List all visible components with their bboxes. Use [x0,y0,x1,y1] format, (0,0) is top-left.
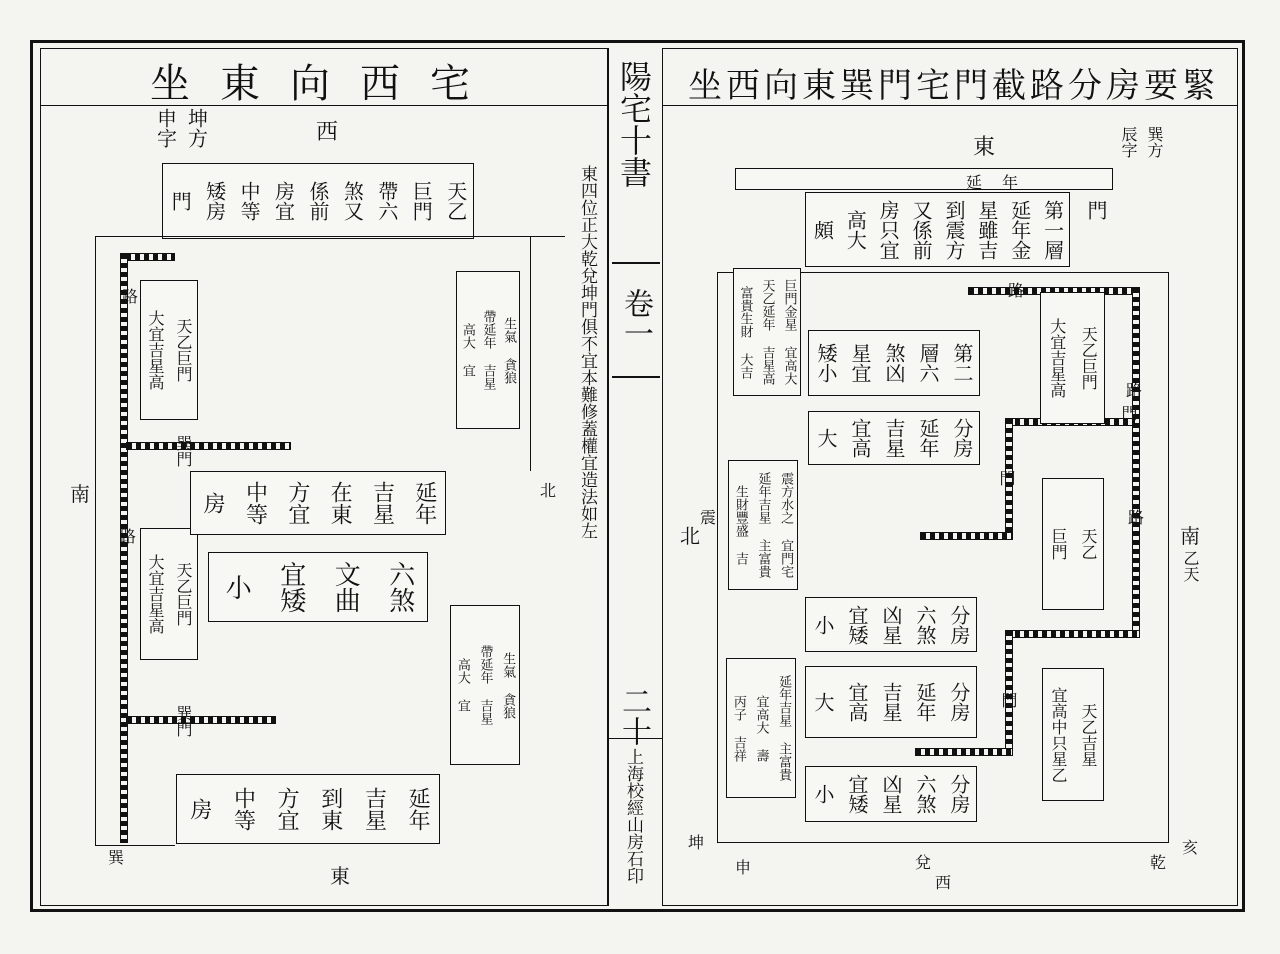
right-road-vertical [1132,287,1140,632]
right-road-mid-left [920,532,1013,540]
strip-col: 天乙巨門 [1079,326,1099,390]
gate-label: 巽門 [174,435,193,467]
side-col: 生氣 貪狼 [500,651,516,719]
room-box-c [805,597,977,652]
yard-left-line [95,236,96,846]
gate-label: 門 [999,692,1018,708]
strip-col: 宜高中只星乙 [1049,686,1068,783]
left-road-gate2 [126,716,276,724]
road-label: 路 [120,527,137,546]
strip-col: 巨門 [1049,528,1068,560]
room-box-d [805,666,977,738]
box-col: 又係前 [909,199,934,260]
gate-label: 門 [1119,405,1138,421]
right-corner-labels [1115,110,1167,174]
bottom-label: 乾 [1150,853,1167,872]
left-road-vertical [120,253,128,843]
side-panel-top-left [733,268,801,396]
room-col: 房 [200,492,226,514]
room-col: 延年 [916,418,940,458]
spine-left-line [608,48,609,906]
room-col: 六煞 [913,604,937,645]
room-col: 小 [221,574,252,600]
side-col: 延年吉星 主富貴 [776,675,792,781]
room-col: 小 [811,784,835,804]
side-col: 生氣 貪狼 [501,316,517,384]
page-number: 二十 [616,686,651,746]
room-box-2 [208,552,428,622]
box-col: 矮房 [202,181,227,221]
left-side-panel-1 [456,271,520,429]
left-side-panel-2 [450,605,520,765]
road-label: 路 [1008,281,1025,300]
room-col: 中等 [242,481,268,525]
room-col: 吉星 [369,481,395,525]
bottom-label: 兌 [915,853,932,872]
room-col: 凶星 [879,774,903,814]
gate-label: 巽門 [174,705,193,737]
room-col: 方宜 [274,787,300,831]
enclosure-bottom [717,842,1169,843]
box-col: 天乙 [443,181,468,221]
room-col: 大 [814,428,838,448]
gate-top-label: 門 [1084,200,1108,220]
left-corner-labels [150,96,212,160]
side-strip-right-2 [1042,478,1104,610]
box-col: 到震方 [941,199,966,260]
room-col: 中等 [230,787,256,831]
side-col: 巨門金星 宜高大 [781,279,797,385]
side-col: 宜高大 壽 [753,694,769,762]
room-col: 凶星 [879,604,903,645]
first-layer-box [805,192,1070,267]
room-col: 房 [186,798,212,820]
enclosure-right [1168,272,1169,842]
top-bar-label: 延年 [966,173,1039,192]
strip-col: 天乙巨門 [174,562,193,626]
room-col: 小 [811,614,835,635]
bottom-label: 亥 [1182,838,1199,857]
bottom-label: 坤 [688,833,705,852]
book-title: 陽宅十書 [615,60,653,188]
box-col: 房只宜 [876,199,901,260]
left-top-box [162,163,474,239]
corner-bl-label: 巽 [108,848,125,867]
north-label: 北 [540,481,557,500]
room-col: 到東 [317,787,343,831]
north-label: 北 [680,524,700,548]
box-col: 星雖吉 [974,199,999,260]
room-col: 煞凶 [882,343,906,383]
south-label: 南 [70,482,90,506]
corner-col: 巽方 [1145,126,1164,158]
room-col: 星宜 [848,343,872,383]
room-col: 宜高 [845,682,869,722]
side-col: 生財豐盛 吉 [732,485,748,565]
room-col: 分房 [947,604,971,645]
box-col: 中等 [237,181,262,221]
left-road-top [125,253,175,261]
side-col: 震方水之 宜門宅 [778,472,794,578]
box-col: 房宜 [271,181,296,221]
publisher: 上海校經山房石印 [623,748,643,884]
room-col: 分房 [947,682,971,722]
yard-top-line [95,236,565,237]
room-box-b [808,411,980,465]
side-col: 天乙延年 吉星高 [759,279,775,385]
room-col: 六煞 [384,561,415,613]
side-col: 丙子 吉祥 [730,694,746,762]
room-col: 層六 [916,343,940,383]
room-col: 分房 [950,418,974,458]
side-col: 帶延年 吉星 [480,310,496,390]
south-sub-label: 乙天 [1181,550,1200,582]
room-col: 矮小 [814,343,838,383]
side-col: 高大 宜 [454,658,470,712]
room-col: 大 [811,692,835,712]
side-panel-bottom-left [726,658,796,798]
yard-bottom-line [95,845,175,846]
left-strip-2 [140,528,198,660]
east-label: 東 [973,135,996,160]
right-road-bottom [1005,630,1140,638]
room-col: 延年 [405,787,431,831]
strip-col: 天乙 [1079,528,1098,560]
side-col: 帶延年 吉星 [477,645,493,725]
strip-col: 天乙巨門 [174,318,193,382]
side-col: 高大 宜 [459,323,475,377]
room-box-e [805,766,977,822]
enclosure-left [717,272,718,842]
side-strip-right-3 [1042,668,1104,801]
room-col: 文曲 [330,561,361,613]
corner-col: 申字 [153,108,178,148]
room-col: 吉星 [882,418,906,458]
room-col: 宜矮 [845,774,869,814]
bottom-label: 西 [935,873,952,892]
box-col: 第一層 [1040,199,1065,260]
box-col: 頗 [810,219,835,240]
volume-marker [612,262,660,378]
side-col: 延年吉星 主富貴 [755,472,771,578]
right-page-title: 坐西向東巽門宅門截路分房要緊 [688,66,1220,106]
box-col: 門 [168,191,193,211]
corner-col: 坤方 [184,108,209,148]
room-col: 宜矮 [275,561,306,613]
right-road-last [915,748,1013,756]
box-col: 巨門 [409,181,434,221]
spine-note: 東四位正大乾兌坤門俱不宜本難修蓋權宜造法如左 [577,165,597,539]
side-col: 富貴生財 大吉 [737,285,753,379]
box-col: 係前 [305,181,330,221]
left-page-title: 坐東向西宅 [150,61,500,107]
box-col: 高大 [843,209,868,250]
room-box-3 [176,774,440,844]
room-col: 宜矮 [845,604,869,645]
strip-col: 大宜吉星高 [146,554,165,634]
east-label: 東 [330,864,350,888]
top-bar [735,168,1113,190]
room-col: 吉星 [879,682,903,722]
box-col: 延年金 [1007,199,1032,260]
strip-col: 大宜吉星高 [146,310,165,390]
room-box-1 [190,471,446,535]
corner-col: 辰字 [1119,126,1138,158]
side-strip-right-1 [1040,292,1105,424]
spine-divider [608,738,662,739]
yard-right-line [530,236,531,471]
road-label: 路 [122,287,139,306]
volume-label: 卷一 [618,288,653,348]
box-col: 煞又 [340,181,365,221]
room-col: 在東 [327,481,353,525]
room-col: 第二 [950,343,974,383]
road-label: 路 [1128,508,1145,527]
room-col: 方宜 [284,481,310,525]
room-col: 六煞 [913,774,937,814]
room-col: 吉星 [361,787,387,831]
room-col: 延年 [411,481,437,525]
south-label: 南 [1180,524,1200,548]
room-box-a [808,330,980,396]
strip-col: 大宜吉星高 [1047,318,1067,398]
room-col: 宜高 [848,418,872,458]
left-road-gate1 [126,442,291,450]
left-strip-1 [140,280,198,420]
room-col: 分房 [947,774,971,814]
strip-col: 天乙吉星 [1079,702,1098,767]
north-sub-label: 震 [700,508,717,527]
road-label: 路 [1126,381,1143,400]
west-label: 西 [316,120,339,145]
room-col: 延年 [913,682,937,722]
bottom-label: 申 [735,858,752,877]
box-col: 帶六 [374,181,399,221]
side-panel-mid-left [728,460,798,590]
gate-label: 門 [997,470,1016,486]
